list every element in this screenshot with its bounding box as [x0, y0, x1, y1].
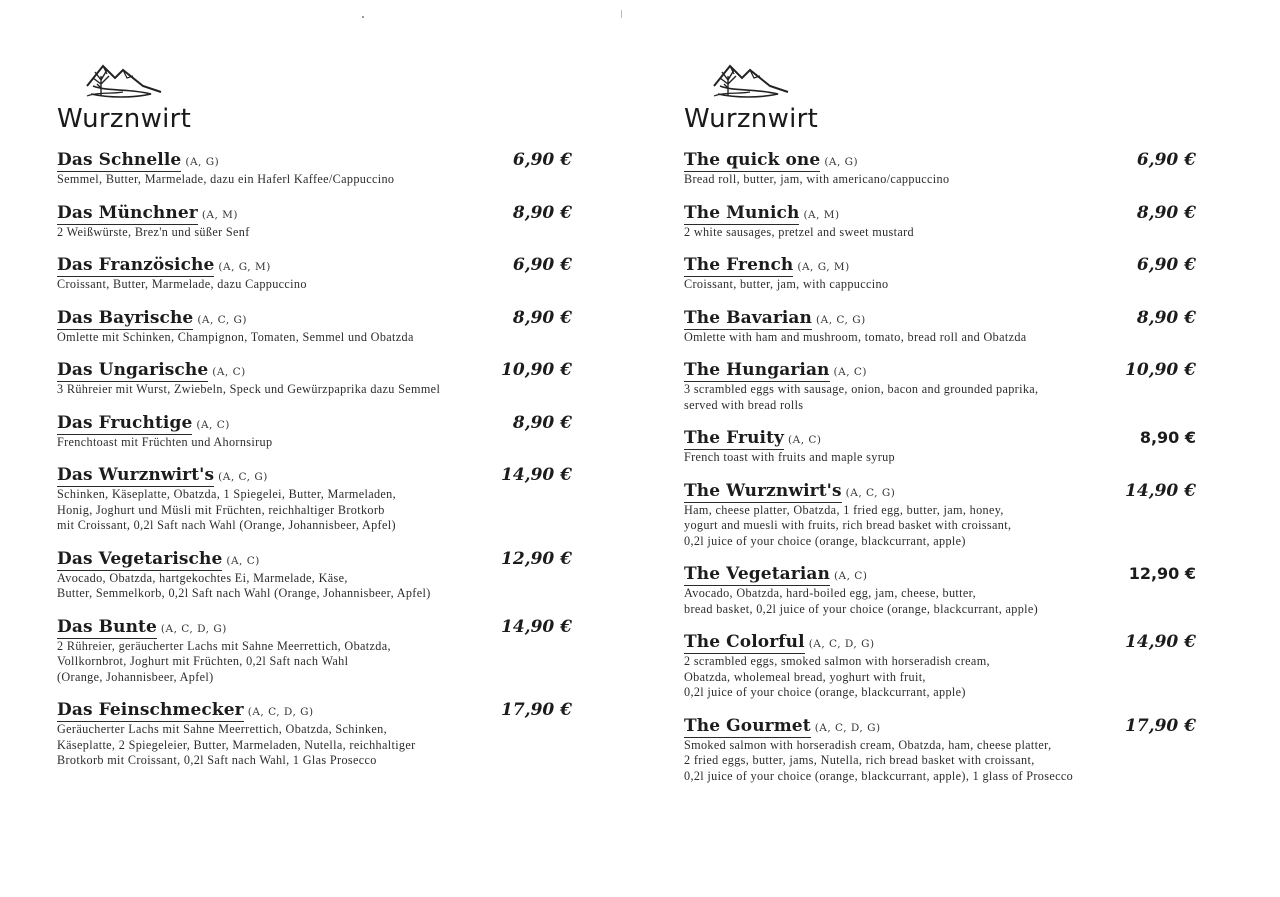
menu-item-price: 8,90 €: [1139, 428, 1196, 447]
menu-item-header: [57, 617, 572, 639]
allergen-codes: (A, M): [201, 208, 239, 221]
menu-item-heading: [684, 255, 850, 274]
menu-item: [57, 360, 572, 398]
description-line: Avocado, Obatzda, hartgekochtes Ei, Marmelade, Käse,: [57, 570, 348, 585]
menu-item-heading: [684, 203, 840, 222]
menu-item-heading: [57, 617, 227, 636]
menu-item-header: [684, 150, 1196, 172]
description-line: bread basket, 0,2l juice of your choice (orange, blackcurrant, apple): [684, 601, 1039, 616]
menu-item-description: [57, 330, 572, 346]
menu-item-description: [57, 277, 572, 293]
allergen-codes: (A, C, G): [816, 313, 866, 326]
menu-item-heading: [57, 150, 219, 169]
menu-item-title: Das Wurznwirt's: [57, 465, 215, 485]
menu-item-heading: [57, 308, 247, 327]
menu-item-description: [684, 450, 1196, 466]
description-line: Ham, cheese platter, Obatzda, 1 fried egg, butter, jam, honey,: [684, 502, 1004, 517]
menu-item-description: [57, 172, 572, 188]
menu-item-heading: [57, 413, 230, 432]
description-line: served with bread rolls: [684, 397, 804, 412]
allergen-codes: (A, C): [833, 570, 868, 582]
allergen-codes: (A, C, G): [845, 486, 896, 499]
menu-item-price: 6,90 €: [1136, 150, 1196, 170]
description-line: (Orange, Johannisbeer, Apfel): [57, 669, 214, 684]
menu-item-heading: [57, 549, 260, 568]
menu-item: [684, 428, 1196, 466]
menu-item-title: The Gourmet: [684, 715, 811, 736]
menu-item-price: 17,90 €: [501, 700, 572, 720]
menu-item-title: Das Bunte: [57, 616, 157, 637]
description-line: 3 scrambled eggs with sausage, onion, bacon and grounded paprika,: [684, 382, 1039, 396]
menu-item-title: Das Schnelle: [57, 150, 182, 170]
menu-item: [684, 255, 1196, 293]
menu-item-title: Das Fruchtige: [57, 412, 193, 433]
menu-item-header: [684, 716, 1196, 738]
menu-item: [57, 413, 572, 451]
menu-item-heading: [684, 564, 867, 583]
description-line: Frenchtoast mit Früchten und Ahornsirup: [57, 434, 273, 449]
menu-page-german: [57, 58, 572, 784]
menu-item-title: Das Ungarische: [57, 360, 209, 380]
menu-item-description: [684, 225, 1196, 241]
menu-item-description: [57, 722, 572, 769]
menu-item-price: 12,90 €: [1128, 564, 1196, 583]
menu-item-title: The Wurznwirt's: [684, 480, 842, 501]
description-line: 2 Rühreier, geräucherter Lachs mit Sahne Meerrettich, Obatzda,: [57, 638, 391, 653]
menu-item-heading: [57, 255, 271, 274]
menu-page-english: [684, 58, 1196, 799]
menu-item-heading: [57, 465, 268, 484]
brand-logo: [57, 58, 572, 136]
allergen-codes: (A, G, M): [218, 261, 271, 273]
menu-item-price: 14,90 €: [501, 465, 572, 485]
menu-item-description: [57, 382, 572, 398]
description-line: Omlette with ham and mushroom, tomato, bread roll and Obatzda: [684, 329, 1027, 344]
allergen-codes: (A, C): [196, 418, 230, 431]
menu-item: [57, 150, 572, 188]
menu-item-price: 8,90 €: [512, 202, 572, 223]
menu-item-price: 6,90 €: [512, 150, 572, 170]
description-line: Butter, Semmelkorb, 0,2l Saft nach Wahl (Orange, Johannisbeer, Apfel): [57, 586, 431, 600]
menu-item-price: 17,90 €: [1125, 715, 1196, 736]
allergen-codes: (A, C, D, G): [160, 622, 227, 635]
allergen-codes: (A, C, G): [218, 471, 268, 483]
description-line: Semmel, Butter, Marmelade, dazu ein Haferl Kaffee/Cappuccino: [57, 172, 395, 186]
menu-item-description: [57, 639, 572, 686]
menu-item-title: The Vegetarian: [684, 564, 830, 584]
description-line: French toast with fruits and maple syrup: [684, 450, 895, 464]
description-line: 0,2l juice of your choice (orange, blackcurrant, apple): [684, 533, 966, 548]
menu-item-title: The Bavarian: [684, 307, 813, 328]
menu-item: [57, 549, 572, 602]
description-line: Croissant, butter, jam, with cappuccino: [684, 277, 889, 291]
description-line: Smoked salmon with horseradish cream, Obatzda, ham, cheese platter,: [684, 737, 1052, 752]
menu-item-price: 14,90 €: [1125, 632, 1196, 652]
menu-item-header: [684, 203, 1196, 225]
menu-item-header: [684, 428, 1196, 450]
menu-item-heading: [684, 308, 866, 327]
menu-item-title: Das Feinschmecker: [57, 700, 244, 720]
menu-item-header: [684, 564, 1196, 586]
menu-item-description: [57, 435, 572, 451]
menu-item-header: [57, 700, 572, 722]
menu-item-title: The Fruity: [684, 428, 785, 448]
allergen-codes: (A, C): [833, 366, 868, 378]
description-line: Vollkornbrot, Joghurt mit Früchten, 0,2l Saft nach Wahl: [57, 654, 349, 668]
menu-item: [57, 203, 572, 241]
menu-item-title: The French: [684, 255, 794, 275]
menu-item-header: [57, 549, 572, 571]
menu-item-heading: [684, 428, 822, 447]
allergen-codes: (A, G): [185, 156, 220, 168]
menu-item: [684, 481, 1196, 550]
description-line: 2 white sausages, pretzel and sweet mustard: [684, 224, 914, 239]
menu-item-heading: [57, 203, 238, 222]
description-line: mit Croissant, 0,2l Saft nach Wahl (Orange, Johannisbeer, Apfel): [57, 518, 396, 532]
brand-name: Wurznwirt: [684, 104, 819, 134]
allergen-codes: (A, C): [788, 434, 822, 446]
allergen-codes: (A, G, M): [797, 261, 850, 273]
description-line: 0,2l juice of your choice (orange, blackcurrant, apple): [684, 685, 966, 699]
menu-item-description: [684, 586, 1196, 617]
menu-item: [57, 617, 572, 686]
description-line: 2 scrambled eggs, smoked salmon with horseradish cream,: [684, 654, 990, 668]
menu-item-price: 14,90 €: [1125, 480, 1196, 501]
menu-item-header: [57, 308, 572, 330]
description-line: Brotkorb mit Croissant, 0,2l Saft nach Wahl, 1 Glas Prosecco: [57, 753, 377, 767]
menu-item-heading: [684, 150, 858, 169]
menu-item-heading: [684, 716, 881, 735]
menu-item-header: [57, 465, 572, 487]
description-line: Bread roll, butter, jam, with americano/cappuccino: [684, 172, 950, 186]
menu-item-description: [684, 382, 1196, 413]
menu-item-header: [684, 308, 1196, 330]
description-line: Obatzda, wholemeal bread, yoghurt with fruit,: [684, 669, 926, 684]
scan-mark: [621, 10, 622, 18]
menu-item-description: [57, 487, 572, 534]
menu-item-heading: [57, 700, 314, 719]
description-line: Käseplatte, 2 Spiegeleier, Butter, Marmeladen, Nutella, reichhaltiger: [57, 737, 416, 752]
menu-item-heading: [684, 632, 875, 651]
menu-item-title: The Colorful: [684, 632, 805, 652]
menu-item-title: Das Münchner: [57, 202, 198, 223]
menu-item-header: [57, 360, 572, 382]
menu-item: [57, 465, 572, 534]
menu-item-price: 6,90 €: [512, 255, 572, 275]
menu-item-price: 10,90 €: [501, 360, 572, 380]
allergen-codes: (A, C, G): [197, 313, 248, 326]
menu-item-price: 8,90 €: [1136, 202, 1196, 223]
allergen-codes: (A, C, D, G): [247, 706, 314, 718]
menu-item-title: The Hungarian: [684, 360, 830, 380]
menu-item-header: [57, 203, 572, 225]
menu-item-header: [684, 255, 1196, 277]
menu-item-description: [684, 654, 1196, 701]
menu-item: [684, 308, 1196, 346]
description-line: Croissant, Butter, Marmelade, dazu Cappuccino: [57, 277, 307, 291]
menu-item-header: [57, 150, 572, 172]
description-line: Omlette mit Schinken, Champignon, Tomaten, Semmel und Obatzda: [57, 329, 414, 344]
description-line: Honig, Joghurt und Müsli mit Früchten, reichhaltiger Brotkorb: [57, 502, 385, 517]
menu-item: [684, 716, 1196, 785]
menu-list-english: [684, 150, 1196, 784]
menu-item-header: [684, 632, 1196, 654]
allergen-codes: (A, C): [212, 366, 246, 378]
menu-item-price: 8,90 €: [512, 412, 572, 433]
menu-item-heading: [684, 481, 895, 500]
menu-item: [684, 150, 1196, 188]
menu-item: [57, 700, 572, 769]
menu-item-price: 6,90 €: [1136, 255, 1196, 275]
description-line: yogurt and muesli with fruits, rich bread basket with croissant,: [684, 518, 1012, 532]
menu-item-price: 14,90 €: [501, 616, 572, 637]
menu-item-description: [684, 277, 1196, 293]
menu-item-header: [684, 360, 1196, 382]
menu-item-heading: [57, 360, 246, 379]
brand-name: Wurznwirt: [57, 104, 192, 134]
brand-logo: [684, 58, 1196, 136]
menu-item-description: [57, 225, 572, 241]
menu-item-title: Das Vegetarische: [57, 548, 223, 569]
description-line: 3 Rühreier mit Wurst, Zwiebeln, Speck und Gewürzpaprika dazu Semmel: [57, 382, 441, 396]
menu-item-header: [57, 413, 572, 435]
allergen-codes: (A, C, D, G): [814, 721, 881, 734]
menu-item-price: 10,90 €: [1125, 360, 1196, 380]
description-line: 2 fried eggs, butter, jams, Nutella, rich bread basket with croissant,: [684, 753, 1035, 767]
menu-item-title: The Munich: [684, 202, 800, 223]
menu-item-description: [684, 738, 1196, 785]
description-line: 2 Weißwürste, Brez'n und süßer Senf: [57, 224, 250, 239]
allergen-codes: (A, M): [803, 208, 840, 221]
menu-item: [57, 255, 572, 293]
menu-item-title: Das Französiche: [57, 255, 215, 275]
description-line: Geräucherter Lachs mit Sahne Meerrettich, Obatzda, Schinken,: [57, 722, 387, 736]
menu-item: [57, 308, 572, 346]
allergen-codes: (A, G): [824, 156, 859, 168]
menu-item-heading: [684, 360, 867, 379]
menu-item-header: [684, 481, 1196, 503]
menu-item-description: [57, 571, 572, 602]
menu-item-price: 12,90 €: [501, 548, 572, 569]
description-line: Avocado, Obatzda, hard-boiled egg, jam, cheese, butter,: [684, 586, 976, 600]
menu-item-description: [684, 503, 1196, 550]
menu-item: [684, 564, 1196, 617]
menu-item-header: [57, 255, 572, 277]
description-line: Schinken, Käseplatte, Obatzda, 1 Spiegelei, Butter, Marmeladen,: [57, 487, 397, 501]
allergen-codes: (A, C): [226, 554, 260, 567]
menu-item-title: The quick one: [684, 150, 821, 170]
menu-item-title: Das Bayrische: [57, 307, 194, 328]
menu-item-description: [684, 330, 1196, 346]
scan-speck: [362, 16, 364, 18]
menu-item: [684, 203, 1196, 241]
menu-item: [684, 632, 1196, 701]
menu-item: [684, 360, 1196, 413]
allergen-codes: (A, C, D, G): [808, 638, 875, 650]
menu-item-price: 8,90 €: [512, 307, 572, 328]
menu-item-price: 8,90 €: [1136, 307, 1196, 328]
description-line: 0,2l juice of your choice (orange, blackcurrant, apple), 1 glass of Prosecco: [684, 768, 1074, 783]
menu-item-description: [684, 172, 1196, 188]
menu-list-german: [57, 150, 572, 769]
